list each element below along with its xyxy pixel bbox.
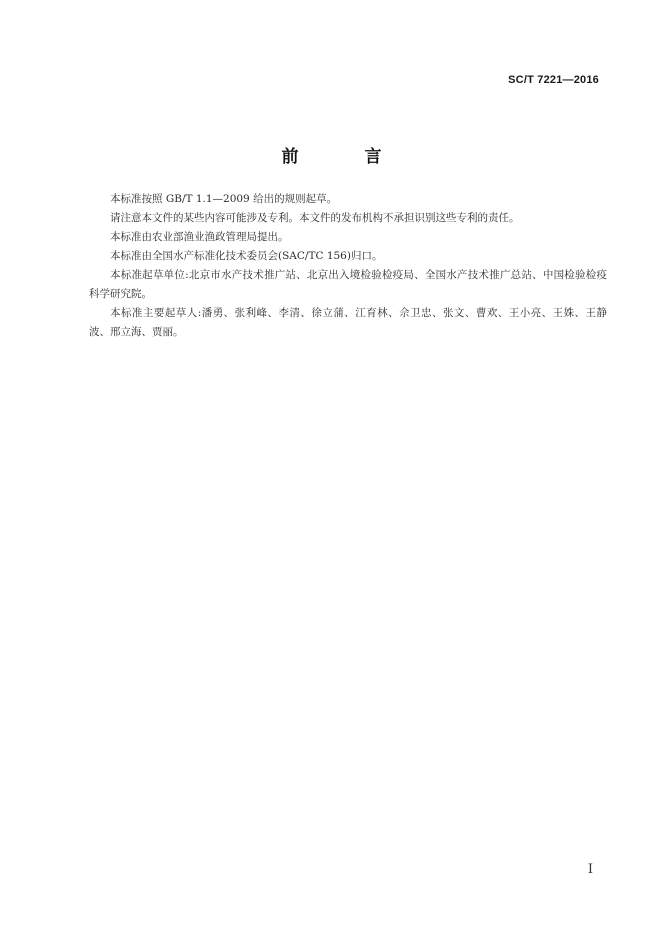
paragraph-committee: 本标准由全国水产标准化技术委员会(SAC/TC 156)归口。 xyxy=(110,250,383,262)
paragraph-drafting-rules: 本标准按照 GB/T 1.1—2009 给出的规则起草。 xyxy=(110,193,338,205)
paragraph-drafting-units: 本标准起草单位:北京市水产技术推广站、北京出入境检验检疫局、全国水产技术推广总站、中国检验检疫科学研究院。 xyxy=(89,269,607,300)
paragraph-patent-notice: 请注意本文件的某些内容可能涉及专利。本文件的发布机构不承担识别这些专利的责任。 xyxy=(110,212,520,224)
paragraph-drafters: 本标准主要起草人:潘勇、张利峰、李清、徐立蒲、江育林、佘卫忠、张文、曹欢、王小亮、王姝、王静波、邢立海、贾丽。 xyxy=(89,307,607,338)
page-number: I xyxy=(587,862,593,877)
paragraph-proposer: 本标准由农业部渔业渔政管理局提出。 xyxy=(110,231,289,243)
foreword-body xyxy=(89,190,607,342)
standard-code: SC/T 7221—2016 xyxy=(508,74,599,86)
page-title: 前 言 xyxy=(281,147,412,167)
